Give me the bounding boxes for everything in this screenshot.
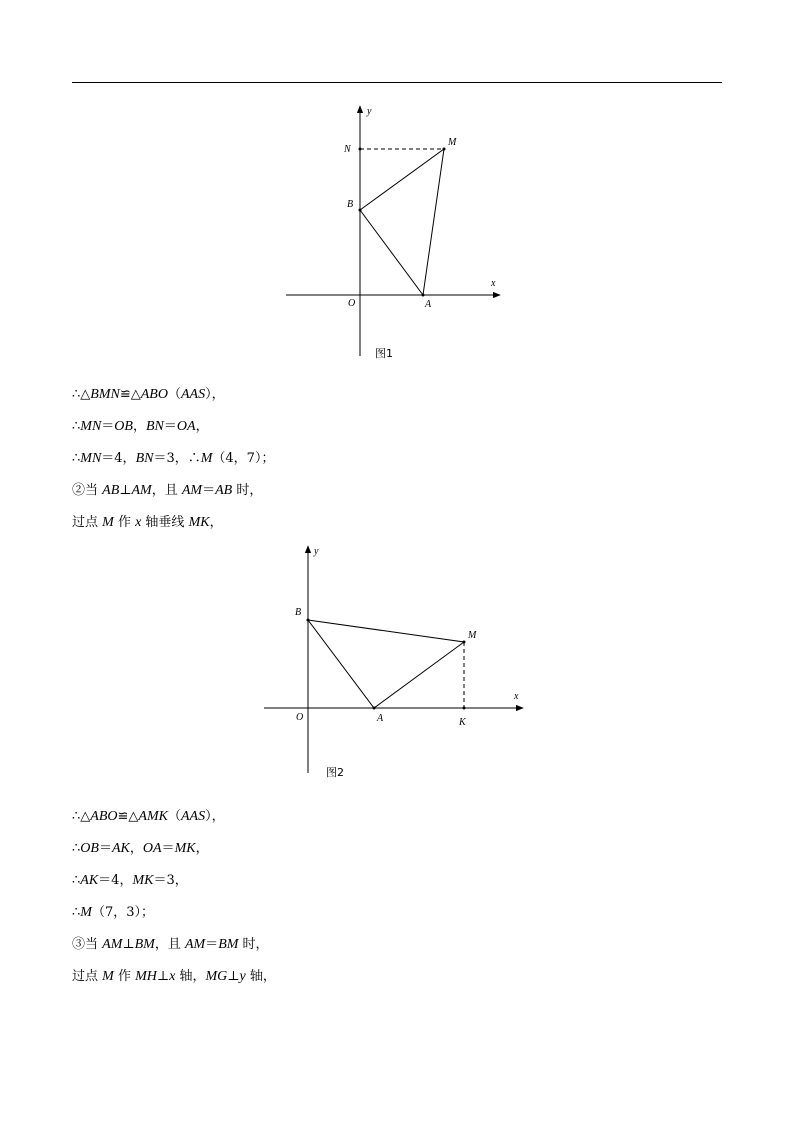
label-K: K	[459, 717, 466, 728]
text-line-6: ∴△ABO≌△AMK（AAS），	[72, 809, 225, 824]
point-A	[373, 707, 376, 710]
figure-1-caption: 图1	[375, 347, 393, 360]
text-line-7: ∴OB＝AK，OA＝MK，	[72, 841, 209, 856]
point-A	[422, 294, 425, 297]
label-M: M	[448, 137, 457, 148]
point-K	[463, 707, 466, 710]
label-y: y	[367, 106, 372, 117]
text-line-11: 过点 M 作 MH⊥x 轴，MG⊥y 轴，	[72, 969, 276, 984]
label-x: x	[491, 278, 496, 289]
point-N	[359, 148, 362, 151]
figure-1	[280, 100, 520, 370]
triangle-ABM	[360, 149, 444, 295]
text-line-4: ②当 AB⊥AM，且 AM＝AB 时，	[72, 483, 263, 498]
label-B: B	[295, 607, 302, 618]
point-M	[443, 148, 446, 151]
header-rule	[72, 82, 722, 83]
triangle-ABM	[308, 620, 464, 708]
figure-2	[258, 540, 538, 790]
label-y: y	[314, 546, 319, 557]
label-A: A	[377, 713, 384, 724]
text-line-2: ∴MN＝OB，BN＝OA，	[72, 419, 209, 434]
point-B	[307, 619, 310, 622]
point-B	[359, 209, 362, 212]
label-O: O	[348, 298, 356, 309]
label-x: x	[514, 691, 519, 702]
text-line-5: 过点 M 作 x 轴垂线 MK，	[72, 515, 223, 530]
text-line-3: ∴MN＝4，BN＝3，∴M（4，7）；	[72, 451, 275, 466]
label-O: O	[296, 712, 304, 723]
text-line-8: ∴AK＝4，MK＝3，	[72, 873, 188, 888]
label-N: N	[344, 144, 351, 155]
point-M	[463, 641, 466, 644]
text-line-1: ∴△BMN≌△ABO（AAS），	[72, 387, 225, 402]
figure-2-caption: 图2	[326, 766, 344, 779]
figure-2-diagram	[258, 540, 538, 790]
text-line-9: ∴M（7，3）；	[72, 905, 154, 920]
label-B: B	[347, 199, 354, 210]
label-A: A	[425, 299, 432, 310]
label-M: M	[468, 630, 477, 641]
text-line-10: ③当 AM⊥BM，且 AM＝BM 时，	[72, 937, 269, 952]
figure-1-diagram	[280, 100, 520, 370]
